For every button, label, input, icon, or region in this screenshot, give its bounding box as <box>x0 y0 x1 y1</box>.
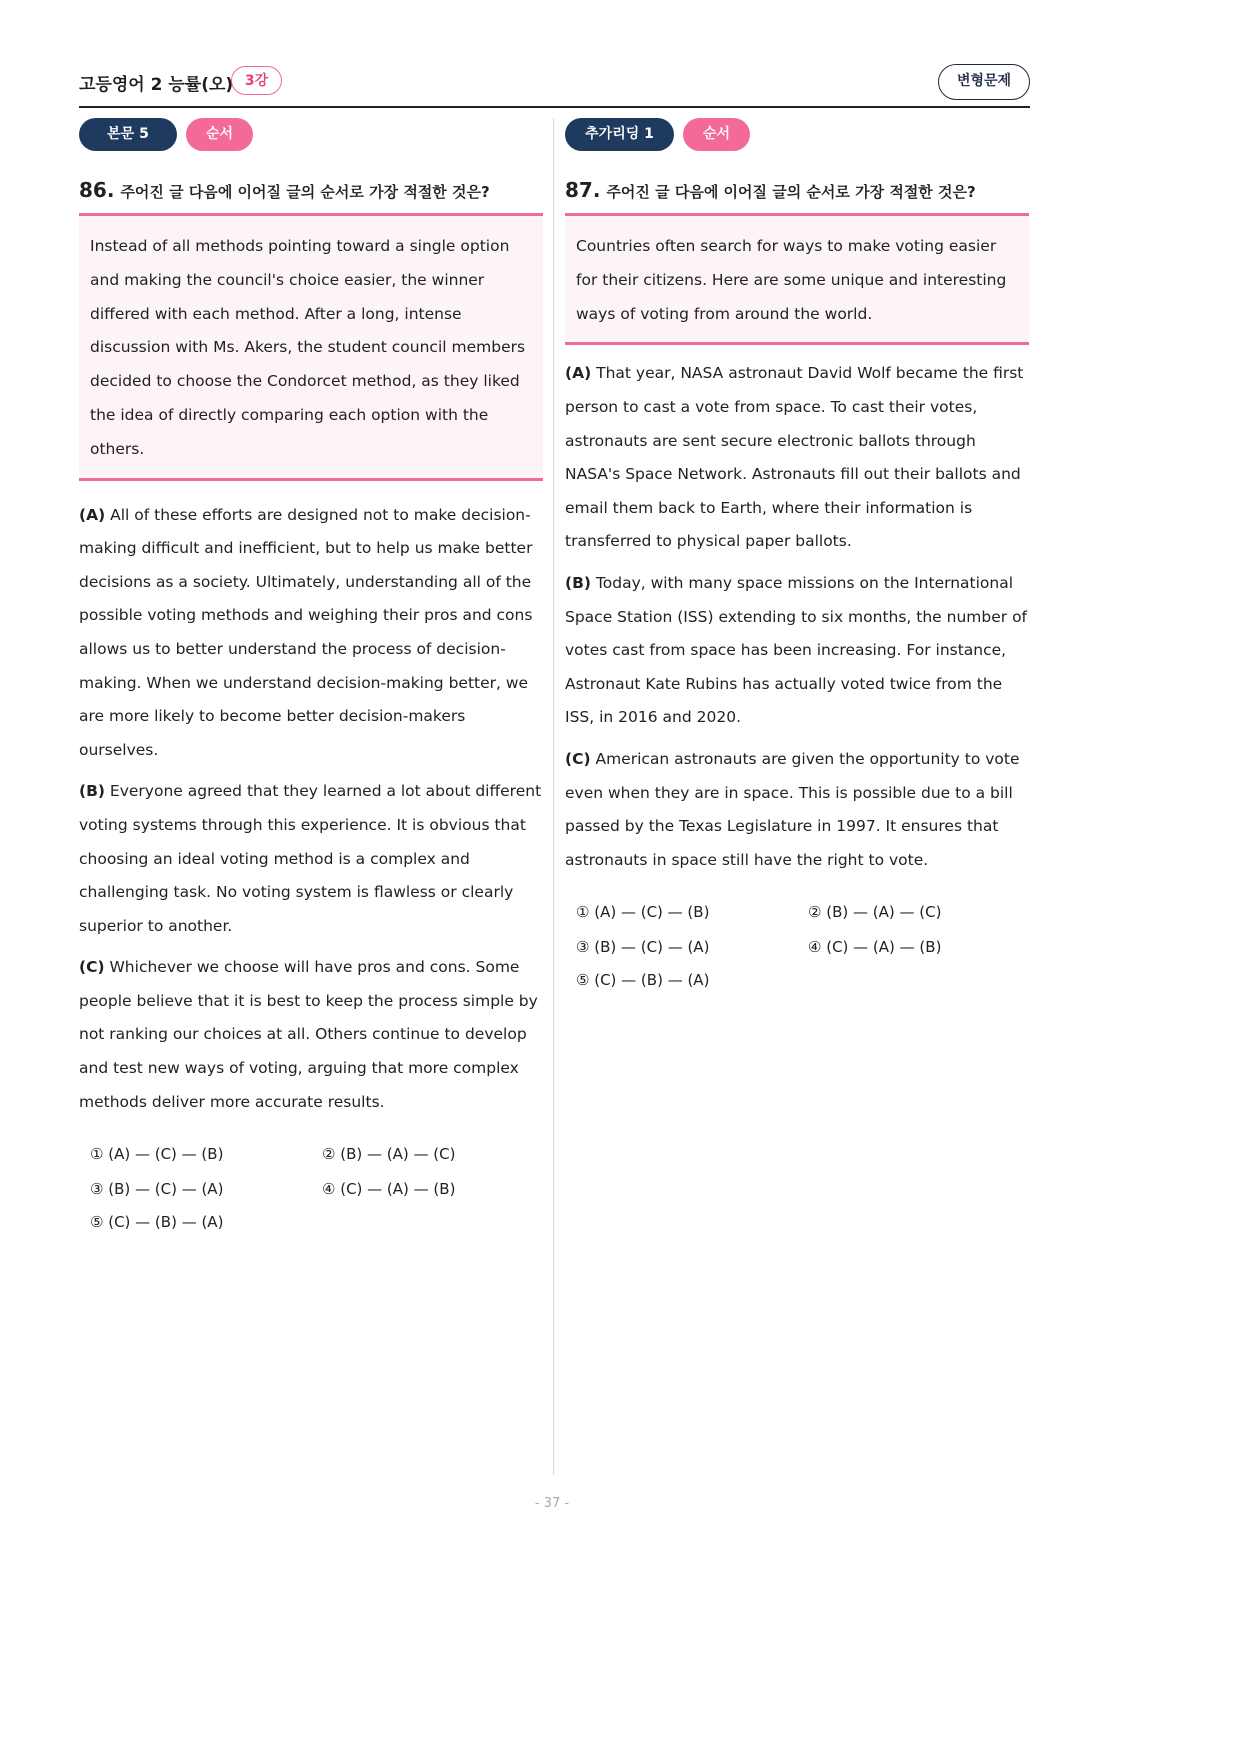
paragraph-text: Today, with many space missions on the International Space Station (ISS) extending to six months, the number of votes cast from space has been increasing. For instance, Astronaut Kate Rubins has actually voted twice from the ISS, in 2016 and 2020. <box>565 573 1028 727</box>
paragraph-text: That year, NASA astronaut David Wolf became the first person to cast a vote from space. To cast their votes, astronauts are sent secure electronic ballots through NASA's Space Network. Astronauts fill out their ballots and email them back to Earth, where their information is transferred to physical paper ballots. <box>565 364 1024 551</box>
answer-choices <box>565 903 1029 1007</box>
question-heading <box>565 178 1029 202</box>
question-type-badge: 변형문제 <box>938 64 1030 100</box>
paragraph-a <box>565 357 1029 559</box>
source-tag: 본문 5 <box>79 118 177 151</box>
choice-4[interactable]: ④ (C) — (A) — (B) <box>322 1180 456 1199</box>
paragraph-label: (A) <box>79 505 106 524</box>
paragraph-label: (C) <box>79 958 105 977</box>
choice-5[interactable]: ⑤ (C) — (B) — (A) <box>90 1213 224 1232</box>
question-prompt: 주어진 글 다음에 이어질 글의 순서로 가장 적절한 것은? <box>606 183 976 201</box>
question-heading <box>79 178 543 202</box>
paragraph-text: All of these efforts are designed not to make decision-making difficult and inefficient, but to help us make better decisions as a society. Ultimately, understanding all of the possible voting methods and weighing their pros and cons allows us to better understand the process of decision-making. When we understand decision-making better, we are more likely to become better decision-makers ourselves. <box>79 505 533 759</box>
choice-5[interactable]: ⑤ (C) — (B) — (A) <box>576 971 710 990</box>
question-tags <box>79 118 543 151</box>
paragraph-c <box>565 743 1029 877</box>
page-number: - 37 - <box>534 1496 570 1511</box>
paragraph-text: American astronauts are given the opportunity to vote even when they are in space. This is possible due to a bill passed by the Texas Legislature in 1997. It ensures that astronauts in space still have the right to vote. <box>565 749 1020 869</box>
choice-2[interactable]: ② (B) — (A) — (C) <box>808 903 942 922</box>
paragraph-b <box>565 567 1029 735</box>
given-text: Instead of all methods pointing toward a single option and making the council's choice easier, the winner differed with each method. After a long, intense discussion with Ms. Akers, the student council members decided to choose the Condorcet method, as they liked the idea of directly comparing each option with the others. <box>90 237 526 458</box>
choice-3[interactable]: ③ (B) — (C) — (A) <box>90 1180 224 1199</box>
type-tag: 순서 <box>186 118 253 151</box>
question-tags <box>565 118 1029 151</box>
choice-1[interactable]: ① (A) — (C) — (B) <box>90 1145 224 1164</box>
question-number: 86. <box>79 178 115 202</box>
choice-2[interactable]: ② (B) — (A) — (C) <box>322 1145 456 1164</box>
given-text-box <box>565 213 1029 345</box>
page-header <box>79 64 1030 100</box>
paragraph-b <box>79 775 543 943</box>
answer-choices <box>79 1145 543 1249</box>
given-text: Countries often search for ways to make voting easier for their citizens. Here are some unique and interesting ways of voting from around the world. <box>576 237 1007 323</box>
paragraph-text: Everyone agreed that they learned a lot about different voting systems through this experience. It is obvious that choosing an ideal voting method is a complex and challenging task. No voting system is flawless or clearly superior to another. <box>79 782 542 935</box>
column-divider <box>553 118 554 1475</box>
question-87 <box>565 118 1029 1007</box>
question-number: 87. <box>565 178 601 202</box>
lesson-badge: 3강 <box>231 66 282 95</box>
paragraph-a <box>79 499 543 768</box>
choice-3[interactable]: ③ (B) — (C) — (A) <box>576 938 710 957</box>
header-divider <box>79 106 1030 108</box>
given-text-box <box>79 213 543 481</box>
type-tag: 순서 <box>683 118 750 151</box>
source-tag: 추가리딩 1 <box>565 118 674 151</box>
question-prompt: 주어진 글 다음에 이어질 글의 순서로 가장 적절한 것은? <box>120 183 490 201</box>
paragraph-c <box>79 951 543 1119</box>
question-86 <box>79 118 543 1249</box>
paragraph-label: (B) <box>565 573 591 592</box>
book-title: 고등영어 2 능률(오) <box>79 75 234 95</box>
paragraph-label: (C) <box>565 749 591 768</box>
paragraph-text: Whichever we choose will have pros and cons. Some people believe that it is best to keep the process simple by not ranking our choices at all. Others continue to develop and test new ways of voting, arguing that more complex methods deliver more accurate results. <box>79 958 538 1111</box>
paragraph-label: (B) <box>79 782 105 801</box>
choice-1[interactable]: ① (A) — (C) — (B) <box>576 903 710 922</box>
paragraph-label: (A) <box>565 364 592 383</box>
choice-4[interactable]: ④ (C) — (A) — (B) <box>808 938 942 957</box>
